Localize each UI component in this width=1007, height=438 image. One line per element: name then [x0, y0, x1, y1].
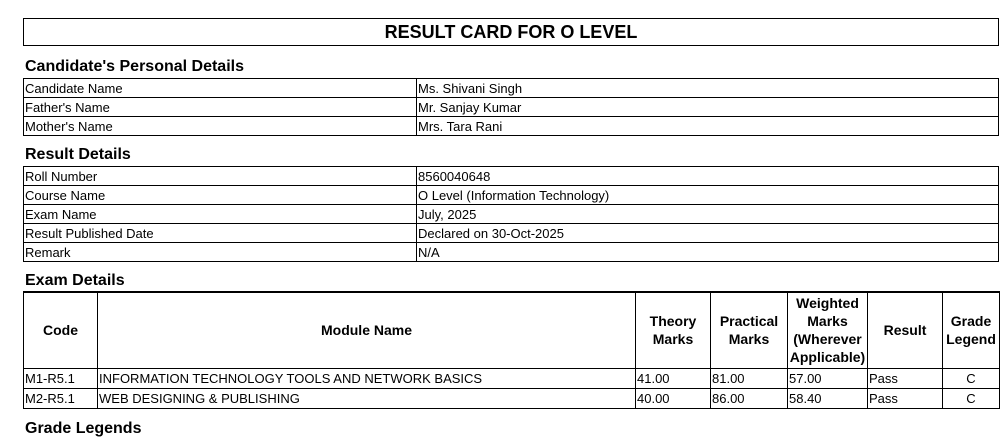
table-row	[24, 368, 1000, 388]
theory-marks: 41.00	[636, 368, 711, 388]
table-row	[24, 117, 999, 136]
published-date-value: Declared on 30-Oct-2025	[417, 224, 999, 243]
module-code: M1-R5.1	[24, 368, 98, 388]
module-result: Pass	[868, 368, 943, 388]
remark-value: N/A	[417, 243, 999, 262]
published-date-label: Result Published Date	[24, 224, 417, 243]
col-header-weighted-marks: Weighted Marks (Wherever Applicable)	[788, 292, 868, 368]
exam-details-heading: Exam Details	[25, 272, 125, 289]
course-name-value: O Level (Information Technology)	[417, 186, 999, 205]
grade-legend: C	[943, 388, 1000, 408]
table-row	[24, 224, 999, 243]
father-name-label: Father's Name	[24, 98, 417, 117]
practical-marks: 86.00	[711, 388, 788, 408]
table-header-row	[24, 292, 1000, 368]
mother-name-label: Mother's Name	[24, 117, 417, 136]
table-row	[24, 388, 1000, 408]
grade-legend: C	[943, 368, 1000, 388]
table-row	[24, 186, 999, 205]
col-header-practical-marks: Practical Marks	[711, 292, 788, 368]
practical-marks: 81.00	[711, 368, 788, 388]
col-header-result: Result	[868, 292, 943, 368]
roll-number-label: Roll Number	[24, 167, 417, 186]
table-row	[24, 98, 999, 117]
col-header-code: Code	[24, 292, 98, 368]
module-name: INFORMATION TECHNOLOGY TOOLS AND NETWORK BASICS	[98, 368, 636, 388]
candidate-name-label: Candidate Name	[24, 79, 417, 98]
col-header-module-name: Module Name	[98, 292, 636, 368]
module-result: Pass	[868, 388, 943, 408]
exam-name-label: Exam Name	[24, 205, 417, 224]
table-row	[24, 167, 999, 186]
father-name-value: Mr. Sanjay Kumar	[417, 98, 999, 117]
weighted-marks: 57.00	[788, 368, 868, 388]
theory-marks: 40.00	[636, 388, 711, 408]
weighted-marks: 58.40	[788, 388, 868, 408]
roll-number-value: 8560040648	[417, 167, 999, 186]
col-header-grade-legend: Grade Legend	[943, 292, 1000, 368]
exam-name-value: July, 2025	[417, 205, 999, 224]
table-row	[24, 79, 999, 98]
table-row	[24, 243, 999, 262]
remark-label: Remark	[24, 243, 417, 262]
grade-legends-heading: Grade Legends	[25, 420, 142, 437]
mother-name-value: Mrs. Tara Rani	[417, 117, 999, 136]
table-row	[24, 205, 999, 224]
course-name-label: Course Name	[24, 186, 417, 205]
page-title: RESULT CARD FOR O LEVEL	[23, 18, 999, 46]
col-header-theory-marks: Theory Marks	[636, 292, 711, 368]
candidate-name-value: Ms. Shivani Singh	[417, 79, 999, 98]
exam-details-table	[23, 291, 1000, 409]
personal-details-heading: Candidate's Personal Details	[25, 58, 244, 75]
result-details-heading: Result Details	[25, 146, 131, 163]
module-name: WEB DESIGNING & PUBLISHING	[98, 388, 636, 408]
module-code: M2-R5.1	[24, 388, 98, 408]
result-details-table	[23, 166, 999, 262]
personal-details-table	[23, 78, 999, 136]
